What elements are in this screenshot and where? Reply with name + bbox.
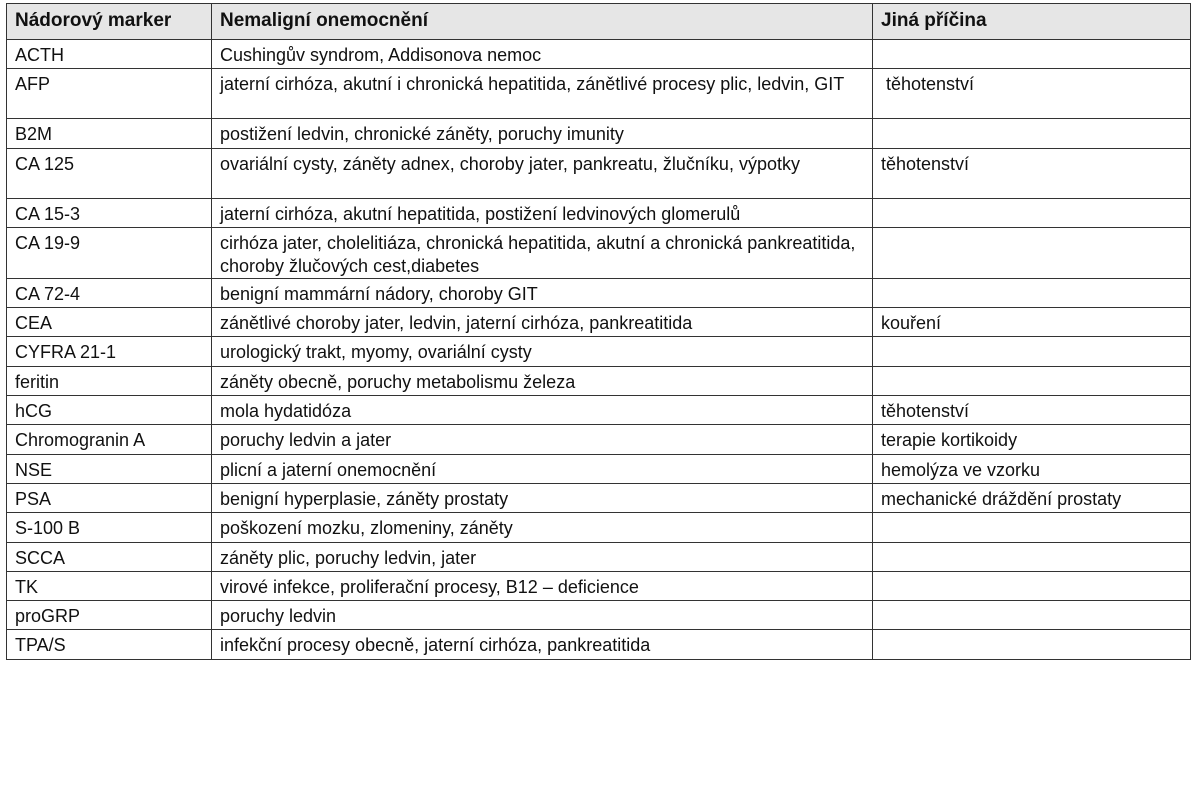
table-row	[7, 119, 1191, 148]
disease-cell: jaterní cirhóza, akutní hepatitida, postižení ledvinových glomerulů	[212, 198, 873, 227]
marker-cell: CYFRA 21-1	[7, 337, 212, 366]
table-row	[7, 601, 1191, 630]
disease-cell: Cushingův syndrom, Addisonova nemoc	[212, 40, 873, 69]
marker-cell: proGRP	[7, 601, 212, 630]
marker-cell: hCG	[7, 396, 212, 425]
other-cause-cell	[873, 571, 1191, 600]
table-row	[7, 148, 1191, 198]
marker-cell: AFP	[7, 69, 212, 119]
disease-cell: urologický trakt, myomy, ovariální cysty	[212, 337, 873, 366]
marker-cell: PSA	[7, 483, 212, 512]
table-row	[7, 308, 1191, 337]
table-row	[7, 454, 1191, 483]
table-row	[7, 542, 1191, 571]
table-wrapper	[6, 3, 1191, 660]
table-row	[7, 278, 1191, 307]
other-cause-cell: těhotenství	[873, 69, 1191, 119]
table-row	[7, 366, 1191, 395]
other-cause-cell	[873, 198, 1191, 227]
table-row	[7, 571, 1191, 600]
disease-cell: benigní hyperplasie, záněty prostaty	[212, 483, 873, 512]
other-cause-cell	[873, 542, 1191, 571]
table-row	[7, 337, 1191, 366]
table-row	[7, 483, 1191, 512]
marker-cell: CA 72-4	[7, 278, 212, 307]
other-cause-cell	[873, 513, 1191, 542]
other-cause-cell	[873, 278, 1191, 307]
other-cause-cell	[873, 40, 1191, 69]
other-cause-cell	[873, 227, 1191, 278]
other-cause-cell	[873, 630, 1191, 659]
table-row	[7, 227, 1191, 278]
header-row	[7, 4, 1191, 40]
tumor-markers-table	[6, 3, 1191, 660]
disease-cell: infekční procesy obecně, jaterní cirhóza, pankreatitida	[212, 630, 873, 659]
disease-cell: mola hydatidóza	[212, 396, 873, 425]
other-cause-cell: hemolýza ve vzorku	[873, 454, 1191, 483]
marker-cell: feritin	[7, 366, 212, 395]
other-cause-cell	[873, 119, 1191, 148]
disease-cell: poruchy ledvin a jater	[212, 425, 873, 454]
disease-cell: cirhóza jater, cholelitiáza, chronická hepatitida, akutní a chronická pankreatitida, choroby žlučových cest,diabetes	[212, 227, 873, 278]
marker-cell: S-100 B	[7, 513, 212, 542]
table-row	[7, 198, 1191, 227]
disease-cell: poškození mozku, zlomeniny, záněty	[212, 513, 873, 542]
disease-cell: ovariální cysty, záněty adnex, choroby jater, pankreatu, žlučníku, výpotky	[212, 148, 873, 198]
marker-cell: CA 19-9	[7, 227, 212, 278]
marker-cell: TPA/S	[7, 630, 212, 659]
table-row	[7, 425, 1191, 454]
other-cause-cell	[873, 601, 1191, 630]
disease-cell: záněty obecně, poruchy metabolismu železa	[212, 366, 873, 395]
table-row	[7, 69, 1191, 119]
other-cause-cell: těhotenství	[873, 396, 1191, 425]
header-other-cause: Jiná příčina	[873, 4, 1191, 40]
other-cause-cell	[873, 366, 1191, 395]
header-marker: Nádorový marker	[7, 4, 212, 40]
disease-cell: záněty plic, poruchy ledvin, jater	[212, 542, 873, 571]
marker-cell: TK	[7, 571, 212, 600]
marker-cell: CEA	[7, 308, 212, 337]
marker-cell: SCCA	[7, 542, 212, 571]
disease-cell: jaterní cirhóza, akutní i chronická hepatitida, zánětlivé procesy plic, ledvin, GIT	[212, 69, 873, 119]
table-row	[7, 40, 1191, 69]
marker-cell: Chromogranin A	[7, 425, 212, 454]
marker-cell: NSE	[7, 454, 212, 483]
table-row	[7, 396, 1191, 425]
other-cause-cell: těhotenství	[873, 148, 1191, 198]
other-cause-cell: mechanické dráždění prostaty	[873, 483, 1191, 512]
other-cause-cell: terapie kortikoidy	[873, 425, 1191, 454]
disease-cell: postižení ledvin, chronické záněty, poruchy imunity	[212, 119, 873, 148]
marker-cell: CA 15-3	[7, 198, 212, 227]
marker-cell: CA 125	[7, 148, 212, 198]
marker-cell: B2M	[7, 119, 212, 148]
table-row	[7, 630, 1191, 659]
table-row	[7, 513, 1191, 542]
other-cause-cell: kouření	[873, 308, 1191, 337]
disease-cell: plicní a jaterní onemocnění	[212, 454, 873, 483]
header-disease: Nemaligní onemocnění	[212, 4, 873, 40]
other-cause-cell	[873, 337, 1191, 366]
disease-cell: poruchy ledvin	[212, 601, 873, 630]
marker-cell: ACTH	[7, 40, 212, 69]
disease-cell: zánětlivé choroby jater, ledvin, jaterní cirhóza, pankreatitida	[212, 308, 873, 337]
disease-cell: virové infekce, proliferační procesy, B12 – deficience	[212, 571, 873, 600]
disease-cell: benigní mammární nádory, choroby GIT	[212, 278, 873, 307]
